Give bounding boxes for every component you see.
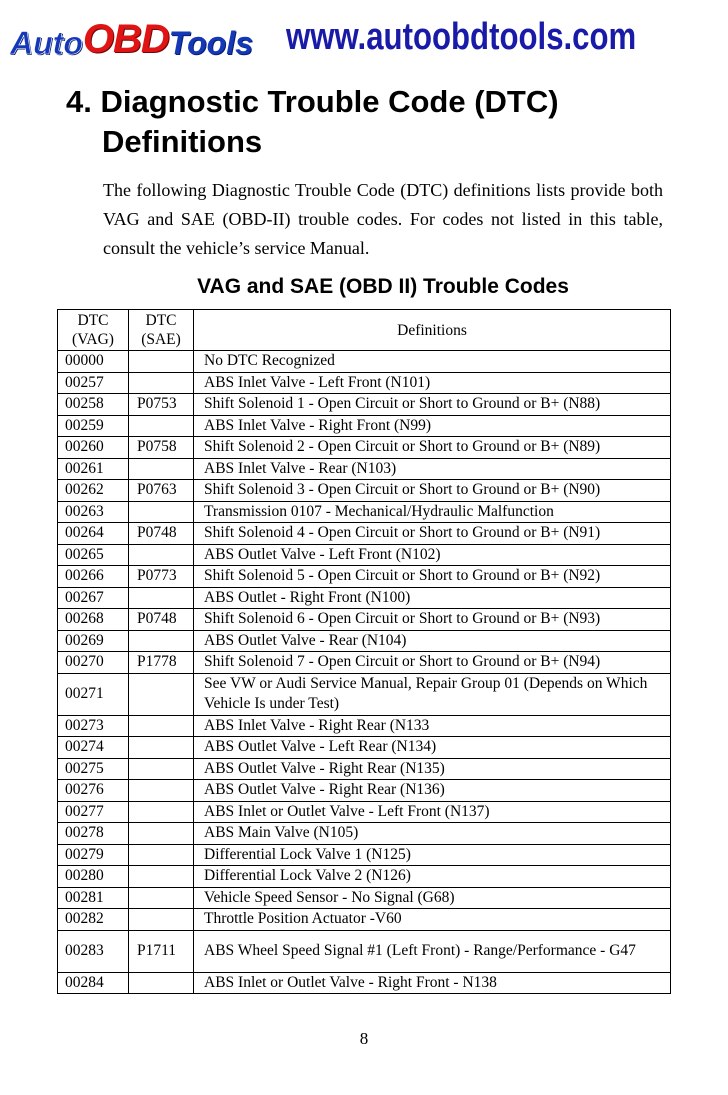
table-row (58, 630, 671, 652)
definition-cell: Transmission 0107 - Mechanical/Hydraulic Malfunction (194, 501, 671, 523)
dtc-vag-cell: 00259 (58, 415, 129, 437)
dtc-sae-cell (129, 737, 194, 759)
dtc-sae-cell (129, 844, 194, 866)
logo-tools-text: Tools (168, 25, 253, 61)
dtc-vag-cell: 00282 (58, 909, 129, 931)
header-dtc-sae-line1: DTC (145, 312, 177, 329)
table-row (58, 930, 671, 972)
definition-cell: ABS Inlet or Outlet Valve - Left Front (N137) (194, 801, 671, 823)
table-title: VAG and SAE (OBD II) Trouble Codes (197, 275, 569, 298)
table-header-row (58, 310, 671, 351)
dtc-vag-cell: 00266 (58, 566, 129, 588)
dtc-vag-cell: 00267 (58, 587, 129, 609)
dtc-vag-cell: 00270 (58, 652, 129, 674)
table-row (58, 587, 671, 609)
dtc-vag-cell: 00264 (58, 523, 129, 545)
dtc-vag-cell: 00261 (58, 458, 129, 480)
dtc-vag-cell: 00284 (58, 972, 129, 994)
header-dtc-vag-line2: (VAG) (72, 331, 114, 348)
dtc-sae-cell: P0753 (129, 394, 194, 416)
table-row (58, 758, 671, 780)
dtc-vag-cell: 00257 (58, 372, 129, 394)
dtc-table-body (58, 351, 671, 994)
dtc-sae-cell: P0763 (129, 480, 194, 502)
table-row (58, 823, 671, 845)
section-title (66, 82, 686, 162)
dtc-vag-cell: 00265 (58, 544, 129, 566)
dtc-sae-cell: P0748 (129, 609, 194, 631)
definition-cell: Shift Solenoid 1 - Open Circuit or Short to Ground or B+ (N88) (194, 394, 671, 416)
table-row (58, 780, 671, 802)
definition-cell: Shift Solenoid 3 - Open Circuit or Short to Ground or B+ (N90) (194, 480, 671, 502)
dtc-vag-cell: 00263 (58, 501, 129, 523)
dtc-vag-cell: 00277 (58, 801, 129, 823)
dtc-vag-cell: 00274 (58, 737, 129, 759)
table-row (58, 437, 671, 459)
dtc-vag-cell: 00275 (58, 758, 129, 780)
dtc-vag-cell: 00278 (58, 823, 129, 845)
table-row (58, 458, 671, 480)
dtc-sae-cell (129, 909, 194, 931)
table-row (58, 887, 671, 909)
dtc-vag-cell: 00280 (58, 866, 129, 888)
definition-cell: ABS Wheel Speed Signal #1 (Left Front) - Range/Performance - G47 (194, 930, 671, 972)
dtc-sae-cell (129, 823, 194, 845)
definition-cell: Throttle Position Actuator -V60 (194, 909, 671, 931)
definition-cell: Shift Solenoid 6 - Open Circuit or Short to Ground or B+ (N93) (194, 609, 671, 631)
table-row (58, 715, 671, 737)
definition-cell: ABS Inlet or Outlet Valve - Right Front - N138 (194, 972, 671, 994)
dtc-vag-cell: 00268 (58, 609, 129, 631)
dtc-vag-cell: 00276 (58, 780, 129, 802)
dtc-sae-cell: P0773 (129, 566, 194, 588)
table-row (58, 737, 671, 759)
dtc-vag-cell: 00269 (58, 630, 129, 652)
table-row (58, 372, 671, 394)
table-row (58, 394, 671, 416)
table-row (58, 523, 671, 545)
dtc-sae-cell: P0758 (129, 437, 194, 459)
logo-auto-text: Auto (10, 25, 83, 61)
dtc-vag-cell: 00281 (58, 887, 129, 909)
dtc-table (57, 309, 671, 994)
dtc-sae-cell (129, 887, 194, 909)
table-row (58, 566, 671, 588)
header-dtc-vag (58, 310, 129, 351)
dtc-sae-cell: P0748 (129, 523, 194, 545)
definition-cell: No DTC Recognized (194, 351, 671, 373)
dtc-sae-cell (129, 458, 194, 480)
dtc-vag-cell: 00273 (58, 715, 129, 737)
definition-cell: Shift Solenoid 4 - Open Circuit or Short to Ground or B+ (N91) (194, 523, 671, 545)
dtc-sae-cell (129, 758, 194, 780)
dtc-sae-cell (129, 630, 194, 652)
table-row (58, 972, 671, 994)
page-number: 8 (359, 1029, 369, 1048)
section-title-line1: 4. Diagnostic Trouble Code (DTC) (66, 84, 559, 119)
logo-obd-text: OBD (82, 17, 169, 61)
definition-cell: ABS Outlet Valve - Left Rear (N134) (194, 737, 671, 759)
dtc-sae-cell (129, 972, 194, 994)
definition-cell: ABS Inlet Valve - Right Rear (N133 (194, 715, 671, 737)
dtc-sae-cell: P1711 (129, 930, 194, 972)
table-row (58, 673, 671, 715)
table-row (58, 501, 671, 523)
definition-cell: Shift Solenoid 5 - Open Circuit or Short to Ground or B+ (N92) (194, 566, 671, 588)
definition-cell: ABS Outlet Valve - Left Front (N102) (194, 544, 671, 566)
definition-cell: See VW or Audi Service Manual, Repair Group 01 (Depends on Which Vehicle Is under Test) (194, 673, 671, 715)
definition-cell: Differential Lock Valve 1 (N125) (194, 844, 671, 866)
intro-paragraph: The following Diagnostic Trouble Code (DTC) definitions lists provide both VAG and SAE (OBD-II) trouble codes. For codes not listed in this table, consult the vehicle’s service Manual. (103, 180, 663, 258)
definition-cell: ABS Inlet Valve - Right Front (N99) (194, 415, 671, 437)
dtc-vag-cell: 00262 (58, 480, 129, 502)
dtc-vag-cell: 00271 (58, 673, 129, 715)
dtc-sae-cell (129, 780, 194, 802)
definition-cell: ABS Outlet Valve - Right Rear (N136) (194, 780, 671, 802)
dtc-sae-cell (129, 351, 194, 373)
dtc-sae-cell (129, 415, 194, 437)
dtc-vag-cell: 00279 (58, 844, 129, 866)
definition-cell: Shift Solenoid 7 - Open Circuit or Short to Ground or B+ (N94) (194, 652, 671, 674)
autoobdtools-logo (10, 18, 253, 62)
site-url[interactable]: www.autoobdtools.com (286, 16, 637, 58)
table-row (58, 609, 671, 631)
dtc-vag-cell: 00283 (58, 930, 129, 972)
dtc-vag-cell: 00260 (58, 437, 129, 459)
header-dtc-sae (129, 310, 194, 351)
definition-cell: ABS Inlet Valve - Left Front (N101) (194, 372, 671, 394)
dtc-sae-cell (129, 544, 194, 566)
table-row (58, 844, 671, 866)
definition-cell: ABS Outlet Valve - Right Rear (N135) (194, 758, 671, 780)
dtc-sae-cell (129, 866, 194, 888)
definition-cell: ABS Outlet Valve - Rear (N104) (194, 630, 671, 652)
definition-cell: Vehicle Speed Sensor - No Signal (G68) (194, 887, 671, 909)
dtc-sae-cell: P1778 (129, 652, 194, 674)
definition-cell: Differential Lock Valve 2 (N126) (194, 866, 671, 888)
dtc-sae-cell (129, 673, 194, 715)
table-row (58, 415, 671, 437)
dtc-sae-cell (129, 501, 194, 523)
page-header (0, 0, 728, 80)
dtc-sae-cell (129, 801, 194, 823)
table-row (58, 909, 671, 931)
section-title-line2: Definitions (102, 124, 263, 159)
table-row (58, 351, 671, 373)
definition-cell: ABS Inlet Valve - Rear (N103) (194, 458, 671, 480)
table-row (58, 652, 671, 674)
dtc-sae-cell (129, 587, 194, 609)
table-row (58, 866, 671, 888)
table-row (58, 544, 671, 566)
definition-cell: ABS Main Valve (N105) (194, 823, 671, 845)
header-dtc-sae-line2: (SAE) (141, 331, 181, 348)
dtc-sae-cell (129, 372, 194, 394)
dtc-vag-cell: 00000 (58, 351, 129, 373)
definition-cell: ABS Outlet - Right Front (N100) (194, 587, 671, 609)
header-dtc-vag-line1: DTC (77, 312, 109, 329)
table-row (58, 801, 671, 823)
dtc-sae-cell (129, 715, 194, 737)
dtc-vag-cell: 00258 (58, 394, 129, 416)
definition-cell: Shift Solenoid 2 - Open Circuit or Short to Ground or B+ (N89) (194, 437, 671, 459)
table-row (58, 480, 671, 502)
header-definitions: Definitions (194, 310, 671, 351)
